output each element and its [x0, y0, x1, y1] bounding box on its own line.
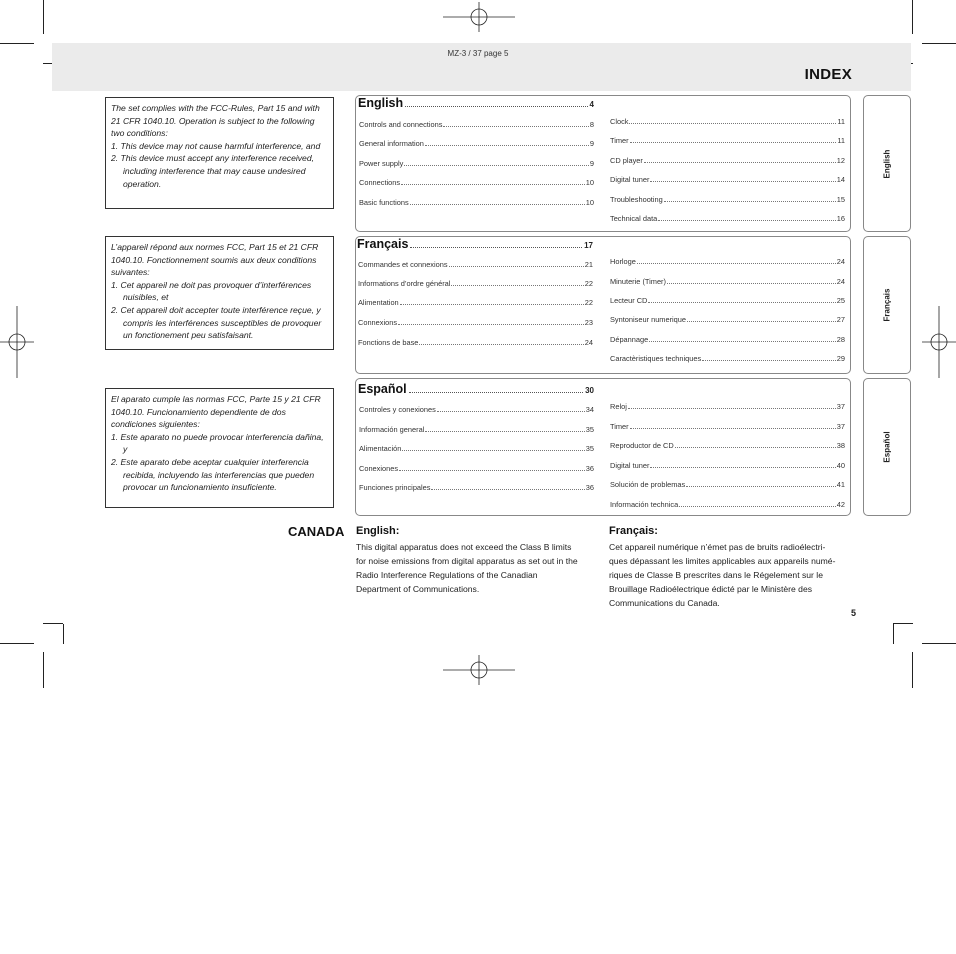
toc-entry[interactable] [359, 159, 594, 168]
crop-mark [0, 643, 34, 644]
toc-entry-title: Connexions [358, 318, 398, 327]
registration-mark-bottom [443, 655, 515, 685]
toc-entry[interactable] [610, 257, 845, 266]
toc-entry-title: Lecteur CD [610, 296, 648, 305]
toc-entry-title: Horloge [610, 257, 636, 266]
dot-leader [650, 466, 835, 468]
canada-french-text [609, 540, 859, 610]
dot-leader [630, 427, 836, 429]
dot-leader [648, 301, 835, 303]
toc-entry-page: 8 [589, 120, 594, 129]
toc-entry-title: Conexiones [359, 464, 399, 473]
text-line: ques dépassant les limites applicables aux appareils numé- [609, 556, 836, 566]
toc-entry-title: Dépannage [610, 335, 649, 344]
dot-leader [650, 180, 835, 182]
dot-leader [628, 407, 836, 409]
language-page: 4 [589, 100, 594, 109]
dot-leader [449, 265, 584, 267]
toc-entry[interactable] [359, 198, 594, 207]
dot-leader [437, 410, 585, 412]
toc-entry[interactable] [610, 156, 845, 165]
toc-entry-page: 11 [837, 136, 845, 145]
toc-entry-title: Información technica [610, 500, 679, 509]
dot-leader [451, 284, 583, 286]
toc-entry-page: 25 [836, 296, 845, 305]
toc-entry-title: Clock [610, 117, 629, 126]
dot-leader [425, 430, 584, 432]
toc-entry-page: 37 [836, 422, 845, 431]
fcc-notice-spanish [105, 388, 334, 508]
toc-entry[interactable] [610, 315, 845, 324]
dot-leader [404, 164, 589, 166]
toc-entry-page: 35 [585, 444, 594, 453]
fcc-notice-french [105, 236, 334, 350]
registration-mark-top [443, 2, 515, 32]
toc-entry-page: 28 [836, 335, 845, 344]
toc-entry-title: Informations d’ordre général [358, 279, 451, 288]
toc-entry-page: 41 [836, 480, 845, 489]
toc-entry-title: Controls and connections [359, 120, 443, 129]
text-line: Brouillage Radioélectrique édicté par le Ministère des [609, 584, 813, 594]
toc-entry-page: 34 [585, 405, 594, 414]
toc-entry[interactable] [610, 402, 845, 411]
dot-leader [649, 340, 836, 342]
toc-entry-title: Reloj [610, 402, 627, 411]
toc-entry-page: 36 [585, 464, 594, 473]
dot-leader [410, 246, 582, 248]
toc-entry-page: 38 [836, 441, 845, 450]
toc-entry-page: 11 [837, 117, 845, 126]
toc-entry[interactable] [610, 441, 845, 450]
toc-entry-title: Timer [610, 136, 629, 145]
dot-leader [398, 323, 584, 325]
toc-entry-title: Troubleshooting [610, 195, 663, 204]
fcc-condition-1: 1. This device may not cause harmful interference, and [111, 140, 321, 151]
toc-entry-title: Caractèristiques techniques [610, 354, 702, 363]
toc-entry[interactable] [359, 444, 594, 453]
toc-entry-page: 24 [584, 338, 593, 347]
toc-entry[interactable] [610, 214, 845, 223]
toc-entry-title: Información general [359, 425, 425, 434]
tab-french[interactable] [863, 236, 911, 374]
dot-leader [637, 262, 836, 264]
toc-entry[interactable] [358, 260, 593, 269]
toc-entry-title: Digital tuner [610, 461, 650, 470]
dot-leader [399, 469, 585, 471]
language-page: 17 [584, 241, 593, 250]
toc-entry[interactable] [610, 500, 845, 509]
dot-leader [629, 122, 836, 124]
dot-leader [702, 359, 836, 361]
toc-entry-title: Commandes et connexions [358, 260, 448, 269]
toc-entry-title: Basic functions [359, 198, 409, 207]
toc-entry[interactable] [358, 338, 593, 347]
fcc-condition-1: 1. Este aparato no puede provocar interferencia dañina, y [111, 431, 324, 455]
language-page: 30 [585, 386, 594, 395]
fcc-intro: The set complies with the FCC-Rules, Part 15 and with 21 CFR 1040.10. Operation is subject to the following two conditions: [111, 103, 320, 139]
crop-mark [43, 652, 44, 688]
dot-leader [419, 343, 583, 345]
language-name: Français [357, 237, 409, 251]
toc-entry[interactable] [610, 296, 845, 305]
fcc-intro: El aparato cumple las normas FCC, Parte 15 y 21 CFR 1040.10. Funcionamiento dependiente de dos condiciones siguientes: [111, 394, 321, 430]
dot-leader [686, 485, 836, 487]
crop-mark [43, 623, 63, 624]
dot-leader [675, 446, 836, 448]
toc-entry-title: Alimentación [359, 444, 402, 453]
dot-leader [401, 183, 585, 185]
toc-entry[interactable] [359, 425, 594, 434]
toc-entry-title: Solución de problemas [610, 480, 686, 489]
toc-entry-title: Fonctions de base [358, 338, 419, 347]
tab-label: Français [882, 288, 892, 322]
dot-leader [402, 449, 584, 451]
language-name: English [358, 96, 404, 110]
canada-english-heading: English: [356, 525, 400, 537]
toc-entry-page: 24 [836, 277, 845, 286]
crop-mark [922, 43, 956, 44]
dot-leader [400, 303, 584, 305]
toc-entry-page: 9 [589, 159, 594, 168]
toc-entry[interactable] [359, 483, 594, 492]
tab-label: Español [882, 431, 892, 463]
fcc-notice-english [105, 97, 334, 209]
fcc-condition-1: 1. Cet appareil ne doit pas provoquer d’interférences nuisibles, et [111, 279, 312, 303]
index-title: INDEX [804, 66, 852, 83]
crop-mark [912, 0, 913, 34]
toc-entry[interactable] [359, 120, 594, 129]
toc-entry-page: 24 [836, 257, 845, 266]
text-line: Radio Interference Regulations of the Canadian [356, 570, 538, 580]
registration-mark-right [922, 306, 956, 378]
text-line: for noise emissions from digital apparatus as set out in the [356, 556, 578, 566]
toc-entry[interactable] [359, 405, 594, 414]
text-line: Cet appareil numérique n’émet pas de bruits radioélectri- [609, 542, 826, 552]
toc-entry-page: 29 [836, 354, 845, 363]
dot-leader [425, 144, 589, 146]
registration-mark-left [0, 306, 34, 378]
toc-entry-title: Technical data [610, 214, 658, 223]
canada-french-heading: Français: [609, 525, 658, 537]
toc-entry-page: 10 [585, 178, 594, 187]
toc-entry[interactable] [359, 178, 594, 187]
toc-entry-page: 16 [836, 214, 845, 223]
toc-entry[interactable] [610, 335, 845, 344]
toc-entry[interactable] [610, 480, 845, 489]
text-line: Department of Communications. [356, 584, 480, 594]
dot-leader [658, 219, 836, 221]
dot-leader [664, 200, 836, 202]
toc-language-english[interactable] [358, 96, 594, 110]
text-line: riques de Classe B prescrites dans le Régelement sur le [609, 570, 823, 580]
toc-entry-page: 9 [589, 139, 594, 148]
toc-language-french[interactable] [357, 237, 593, 251]
toc-entry[interactable] [610, 175, 845, 184]
tab-english[interactable] [863, 95, 911, 232]
toc-entry-title: General information [359, 139, 424, 148]
dot-leader [679, 505, 836, 507]
dot-leader [644, 161, 836, 163]
toc-entry-title: Syntoniseur numerique [610, 315, 687, 324]
dot-leader [409, 391, 583, 393]
toc-entry-page: 12 [836, 156, 845, 165]
toc-entry-title: CD player [610, 156, 643, 165]
toc-entry-page: 22 [584, 298, 593, 307]
toc-entry[interactable] [359, 464, 594, 473]
toc-entry-page: 35 [585, 425, 594, 434]
toc-entry-title: Minuterie (Timer) [610, 277, 666, 286]
toc-entry-page: 23 [584, 318, 593, 327]
toc-entry-page: 36 [585, 483, 594, 492]
tab-spanish[interactable] [863, 378, 911, 516]
fcc-condition-2: 2. This device must accept any interference received, including interference that may cause undesired operation. [111, 153, 315, 189]
toc-entry-title: Funciones principales [359, 483, 431, 492]
toc-entry[interactable] [610, 422, 845, 431]
fcc-condition-2: 2. Cet appareil doit accepter toute interférence reçue, y compris les interférences susceptibles de provoquer un fonctionement peu satisfaisant. [111, 304, 322, 341]
toc-entry-page: 42 [836, 500, 845, 509]
text-line: Communications du Canada. [609, 598, 720, 608]
page-number: 5 [851, 608, 857, 618]
text-line: This digital apparatus does not exceed the Class B limits [356, 542, 572, 552]
tab-label: English [882, 149, 892, 178]
toc-entry-page: 21 [584, 260, 593, 269]
crop-mark [63, 624, 64, 644]
crop-mark [893, 624, 894, 644]
toc-entry[interactable] [610, 354, 845, 363]
toc-entry-title: Timer [610, 422, 629, 431]
toc-language-spanish[interactable] [358, 382, 594, 396]
toc-entry-page: 37 [836, 402, 845, 411]
toc-entry[interactable] [610, 277, 845, 286]
toc-entry-title: Alimentation [358, 298, 399, 307]
toc-entry-title: Connections [359, 178, 401, 187]
language-name: Español [358, 382, 407, 396]
toc-entry-title: Power supply [359, 159, 404, 168]
toc-entry[interactable] [358, 298, 593, 307]
page-reference: MZ-3 / 37 page 5 [447, 49, 509, 58]
toc-entry-page: 22 [584, 279, 593, 288]
toc-entry-page: 40 [836, 461, 845, 470]
crop-mark [893, 623, 913, 624]
crop-mark [922, 643, 956, 644]
toc-entry[interactable] [358, 318, 593, 327]
dot-leader [443, 125, 588, 127]
crop-mark [912, 652, 913, 688]
toc-entry[interactable] [610, 136, 845, 145]
crop-mark [0, 43, 34, 44]
dot-leader [667, 282, 836, 284]
toc-entry-title: Controles y conexiones [359, 405, 436, 414]
toc-entry[interactable] [610, 461, 845, 470]
dot-leader [405, 105, 587, 107]
fcc-condition-2: 2. Este aparato debe aceptar cualquier interferencia recibida, incluyendo las interferencias que pueden provocar un funcionamiento insuficiente. [111, 456, 315, 493]
dot-leader [687, 320, 836, 322]
toc-entry[interactable] [610, 117, 845, 126]
dot-leader [630, 141, 837, 143]
canada-english-text [356, 540, 606, 596]
toc-entry-title: Reproductor de CD [610, 441, 674, 450]
dot-leader [431, 488, 584, 490]
toc-entry[interactable] [610, 195, 845, 204]
toc-entry-page: 27 [836, 315, 845, 324]
toc-entry-page: 15 [836, 195, 845, 204]
toc-entry-page: 10 [585, 198, 594, 207]
fcc-intro: L’appareil répond aux normes FCC, Part 15 et 21 CFR 1040.10. Fonctionnement soumis aux deux conditions suivantes: [111, 242, 319, 278]
crop-mark [43, 0, 44, 34]
toc-entry[interactable] [358, 279, 593, 288]
dot-leader [410, 203, 585, 205]
canada-heading: CANADA [288, 524, 345, 539]
toc-entry[interactable] [359, 139, 594, 148]
toc-entry-title: Digital tuner [610, 175, 650, 184]
toc-entry-page: 14 [836, 175, 845, 184]
